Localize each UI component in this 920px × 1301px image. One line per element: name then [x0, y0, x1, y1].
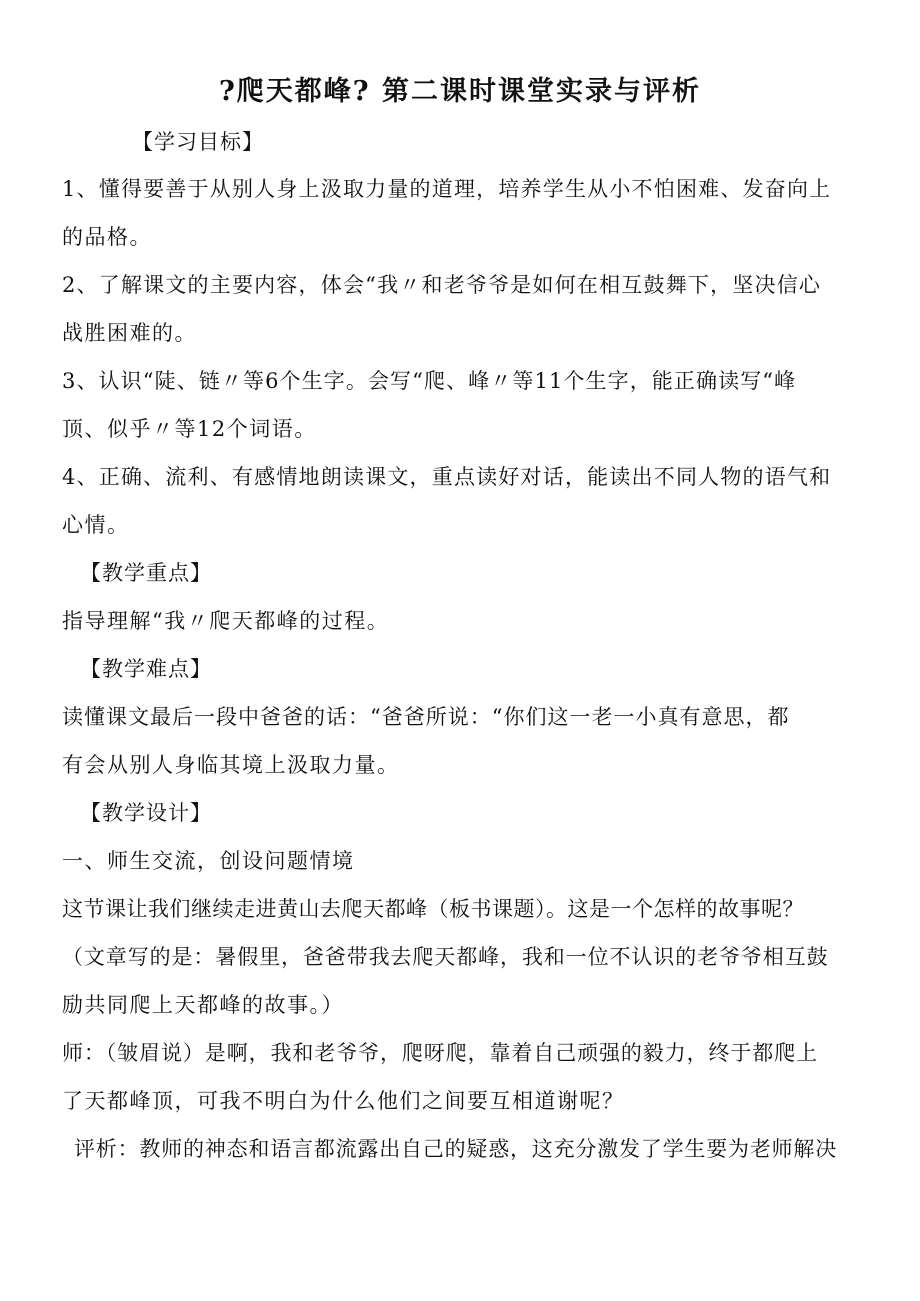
key-point-text: 指导理解“我〃爬天都峰的过程。 [62, 609, 390, 633]
difficulty-line-2: 有会从别人身临其境上汲取力量。 [62, 753, 400, 777]
heading-design: 【教学设计】 [80, 801, 212, 825]
goal-2-line-1: 2、了解课文的主要内容，体会“我〃和老爷爷是如何在相互鼓舞下，坚决信心 [62, 273, 822, 297]
section-1-heading: 一、师生交流，创设问题情境 [62, 849, 355, 873]
goal-4-line-1: 4、正确、流利、有感情地朗读课文，重点读好对话，能读出不同人物的语气和 [62, 465, 832, 489]
teacher-line-2: 了天都峰顶，可我不明白为什么他们之间要互相道谢呢？ [62, 1089, 625, 1113]
goal-2-line-2: 战胜困难的。 [62, 321, 197, 345]
heading-key-point: 【教学重点】 [80, 561, 212, 585]
paragraph-1-line-2: （文章写的是：暑假里，爸爸带我去爬天都峰，我和一位不认识的老爷爷相互鼓 [62, 945, 829, 969]
goal-1-line-1: 1、懂得要善于从别人身上汲取力量的道理，培养学生从小不怕困难、发奋向上 [62, 177, 832, 201]
paragraph-1-line-1: 这节课让我们继续走进黄山去爬天都峰（板书课题）。这是一个怎样的故事呢？ [62, 897, 804, 921]
difficulty-line-1: 读懂课文最后一段中爸爸的话：“爸爸所说：“你们这一老一小真有意思，都 [62, 705, 790, 729]
goal-4-line-2: 心情。 [62, 513, 130, 537]
teacher-line-1: 师：（皱眉说）是啊，我和老爷爷，爬呀爬，靠着自己顽强的毅力，终于都爬上 [62, 1041, 818, 1065]
goal-1-line-2: 的品格。 [62, 225, 152, 249]
comment-line-1: 评析：教师的神态和语言都流露出自己的疑惑，这充分激发了学生要为老师解决 [74, 1137, 837, 1161]
goal-3-line-1: 3、认识“陡、链〃等6个生字。会写“爬、峰〃等11个生字，能正确读写“峰 [62, 369, 797, 393]
paragraph-1-line-3: 励共同爬上天都峰的故事。） [62, 993, 344, 1017]
goal-3-line-2: 顶、似乎〃等12个词语。 [62, 417, 317, 441]
heading-learning-goals: 【学习目标】 [132, 130, 264, 154]
document-title: ?爬天都峰? 第二课时课堂实录与评析 [218, 76, 702, 107]
heading-difficulty: 【教学难点】 [80, 657, 212, 681]
